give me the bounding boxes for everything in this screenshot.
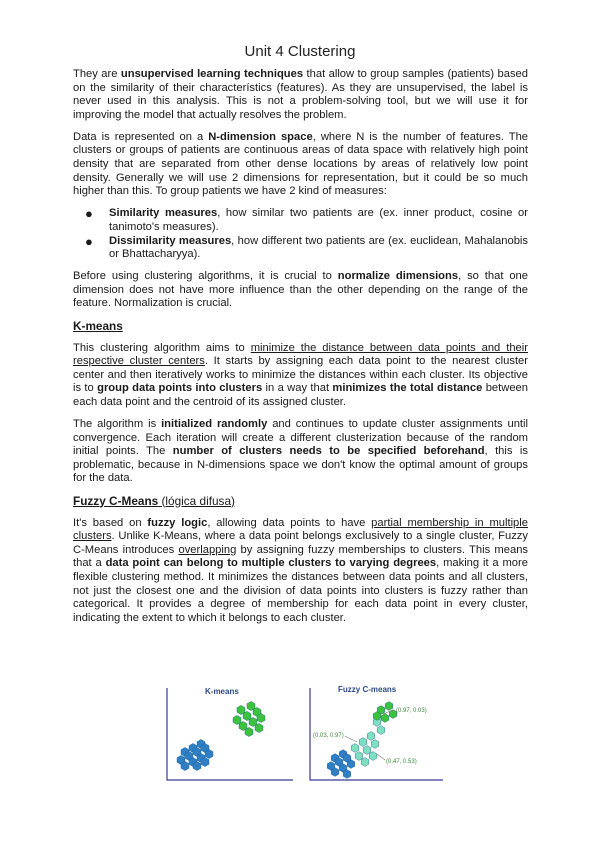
fuzzy-figure-title: Fuzzy C-means xyxy=(338,685,397,694)
data-point-icon xyxy=(201,757,209,766)
data-point-icon xyxy=(205,749,213,758)
leader-line-bottom xyxy=(377,754,385,760)
data-point-icon xyxy=(367,732,375,741)
normalization-paragraph: Before using clustering algorithms, it is crucial to normalize dimensions, so that one dimension does not have more influence than the other depending on the range of the feature. Normalization is crucial. xyxy=(73,270,528,310)
data-point-icon xyxy=(181,761,189,770)
data-point-icon xyxy=(359,738,367,747)
data-point-icon xyxy=(369,752,377,761)
fuzzy-blue-cluster xyxy=(327,750,355,779)
fuzzy-green-cluster xyxy=(373,702,397,723)
membership-label-left: (0.03, 0.97) xyxy=(313,733,344,739)
kmeans-paragraph-1: This clustering algorithm aims to minimize the distance between data points and their respective cluster centers. It starts by assigning each data point to the nearest cluster center and then iteratively works to minimize the distances within each cluster. Its objective is to group data points into clusters in a way that minimizes the total distance between each data point and the centroid of its assigned cluster. xyxy=(73,341,528,408)
fuzzy-heading: Fuzzy C-Means (lógica difusa) xyxy=(73,493,235,508)
list-item: ● Similarity measures, how similar two patients are (ex. inner product, cosine or tanimoto's measures). xyxy=(85,206,529,233)
data-point-icon xyxy=(255,723,263,732)
leader-line-left xyxy=(345,736,357,742)
intro-paragraph: They are unsupervised learning techniques that allow to group samples (patients) based on the similarity of their characterístics (features). As they are unsupervised, the label is never used in this analysis. This is not a problem-solving tool, but we will use it for improving the model that actually resolves the problem. xyxy=(73,68,528,121)
measures-list xyxy=(73,207,528,261)
page-title: Unit 4 Clustering xyxy=(244,43,356,60)
document-body xyxy=(73,68,528,634)
data-point-icon xyxy=(361,758,369,767)
data-point-icon xyxy=(371,740,379,749)
kmeans-heading: K-means xyxy=(73,318,123,333)
data-point-icon xyxy=(381,714,389,723)
list-item: ● Dissimilarity measures, how different two patients are (ex. euclidean, Mahalanobis or Bhattacharyya). xyxy=(85,233,528,261)
clustering-illustration xyxy=(155,680,445,788)
membership-label-bottom: (0.47, 0.53) xyxy=(386,759,417,765)
data-point-icon xyxy=(245,727,253,736)
data-point-icon xyxy=(351,744,359,753)
fuzzy-heading-sub: (lógica difusa) xyxy=(158,493,235,508)
bullet-icon: ● xyxy=(85,206,93,222)
data-point-icon xyxy=(385,702,393,711)
fuzzy-paragraph: It's based on fuzzy logic, allowing data points to have partial membership in multiple clusters. Unlike K-Means, where a data point belongs exclusively to a single cluster, Fuzzy C-Means introduces overlapping by assigning fuzzy memberships to clusters. This means that a data point can belong to multiple clusters to varying degrees, making it a more flexible clustering method. It minimizes the distances between data points and all clusters, not just the closest one and the division of data points into clusters is fuzzy rather than categorical. It provides a degree of membership for each data point in every cluster, indicating the extent to which it belongs to each cluster. xyxy=(73,516,529,624)
kmeans-figure-title: K-means xyxy=(205,687,239,696)
membership-label-top: (0.97, 0.03) xyxy=(396,708,427,714)
data-point-icon xyxy=(331,768,339,777)
kmeans-paragraph-2: The algorithm is initialized randomly and continues to update cluster assignments until convergence. Each iteration will create a different clusterization because of the random initial points. The number of clusters needs to be specified beforehand, this is problematic, because in N-dimensions space we don't know the optimal amount of groups for the data. xyxy=(73,418,528,485)
fuzzy-teal-cluster xyxy=(351,718,385,767)
data-point-icon xyxy=(373,712,381,721)
data-space-paragraph: Data is represented on a N-dimension space, where N is the number of features. The clusters or groups of patients are continuous areas of data space with relatively high point density that are separated from other dense locations by areas of relatively low point density. Generally we will use 2 dimensions for representation, but it could be so much higher than this. To group patients we have 2 kind of measures: xyxy=(73,130,529,198)
bullet-icon: ● xyxy=(85,233,93,249)
data-point-icon xyxy=(193,761,201,770)
data-point-icon xyxy=(355,752,363,761)
kmeans-blue-cluster xyxy=(177,739,213,770)
data-point-icon xyxy=(257,713,265,722)
data-point-icon xyxy=(377,726,385,735)
data-point-icon xyxy=(347,760,355,769)
data-point-icon xyxy=(343,770,351,779)
clustering-figure xyxy=(155,680,445,788)
data-point-icon xyxy=(363,746,371,755)
kmeans-green-cluster xyxy=(233,701,265,736)
